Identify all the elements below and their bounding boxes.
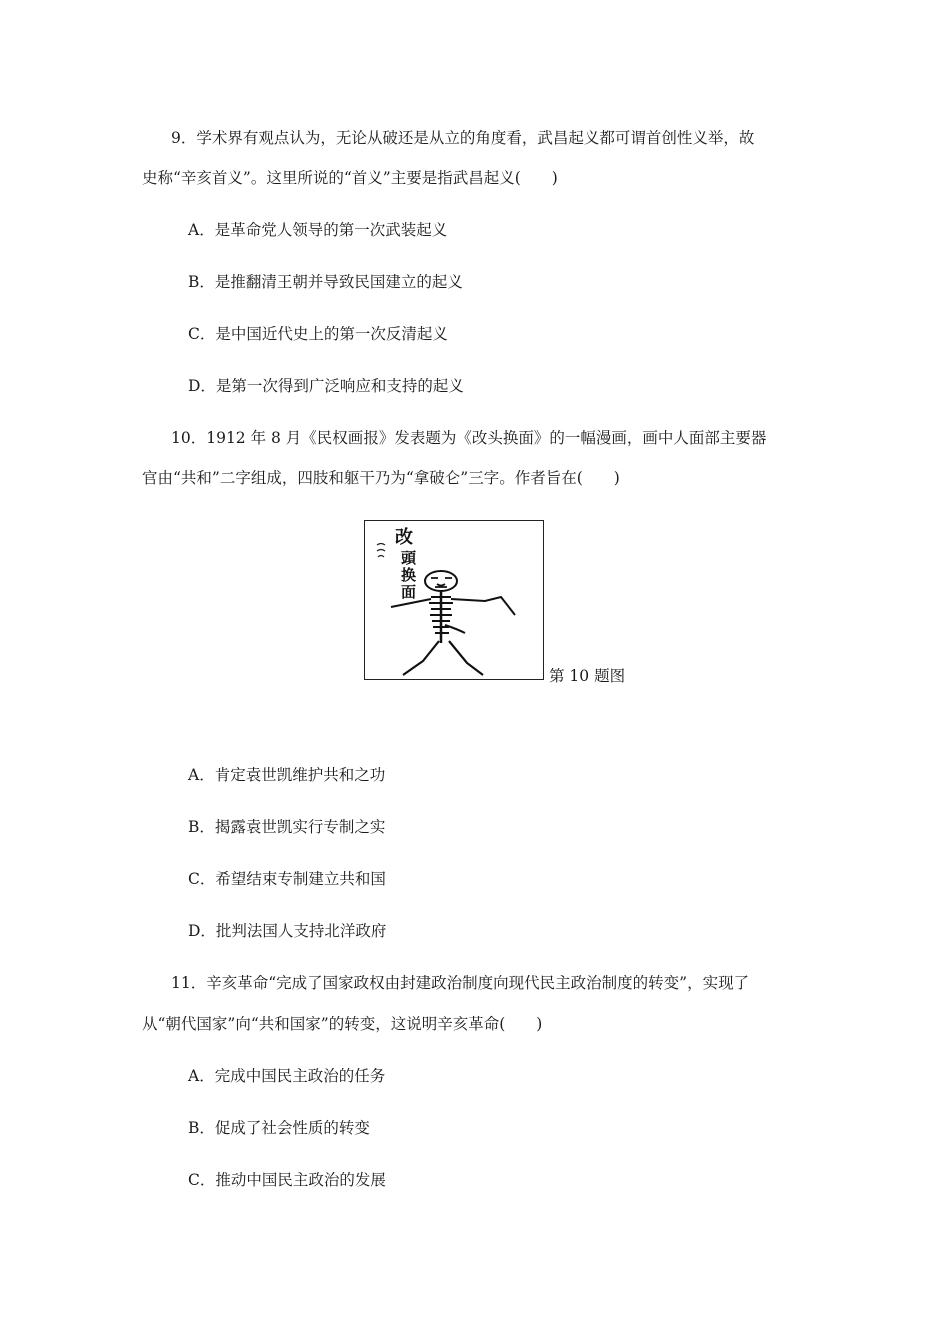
- q9-option-b: B．是推翻清王朝并导致民国建立的起义: [188, 273, 463, 291]
- q9-option-c: C．是中国近代史上的第一次反清起义: [188, 325, 448, 343]
- q9-option-d: D．是第一次得到广泛响应和支持的起义: [188, 377, 464, 395]
- q10-stem-line-2: 官由“共和”二字组成，四肢和躯干乃为“拿破仑”三字。作者旨在( ): [142, 469, 620, 487]
- q11-option-a: A．完成中国民主政治的任务: [188, 1067, 386, 1085]
- cartoon-title-char-3: 换: [401, 566, 417, 584]
- q10-stem-line-1: 10．1912 年 8 月《民权画报》发表题为《改头换面》的一幅漫画，画中人面部主要器: [171, 429, 767, 447]
- q9-stem-line-2: 史称“辛亥首义”。这里所说的“首义”主要是指武昌起义( ): [142, 169, 558, 187]
- q11-stem-line-2: 从“朝代国家”向“共和国家”的转变，这说明辛亥革命( ): [142, 1015, 543, 1033]
- cartoon-title-char-4: 面: [401, 583, 417, 601]
- q10-option-a: A．肯定袁世凯维护共和之功: [188, 766, 386, 784]
- q10-option-b: B．揭露袁世凯实行专制之实: [188, 818, 386, 836]
- q9-option-a: A．是革命党人领导的第一次武装起义: [188, 221, 448, 239]
- q10-figure-caption: 第 10 题图: [549, 667, 626, 685]
- q10-option-c: C．希望结束专制建立共和国: [188, 870, 386, 888]
- q10-cartoon-figure: [364, 520, 544, 680]
- skeleton-cartoon-image: [365, 521, 542, 678]
- q11-option-c: C．推动中国民主政治的发展: [188, 1171, 386, 1189]
- cartoon-title-char-1: 改: [395, 527, 413, 548]
- q9-stem-line-1: 9．学术界有观点认为，无论从破还是从立的角度看，武昌起义都可谓首创性义举，故: [171, 129, 755, 147]
- q11-stem-line-1: 11．辛亥革命“完成了国家政权由封建政治制度向现代民主政治制度的转变”，实现了: [171, 974, 750, 992]
- q11-option-b: B．促成了社会性质的转变: [188, 1119, 370, 1137]
- q10-option-d: D．批判法国人支持北洋政府: [188, 922, 387, 940]
- cartoon-title-char-2: 頭: [401, 549, 417, 567]
